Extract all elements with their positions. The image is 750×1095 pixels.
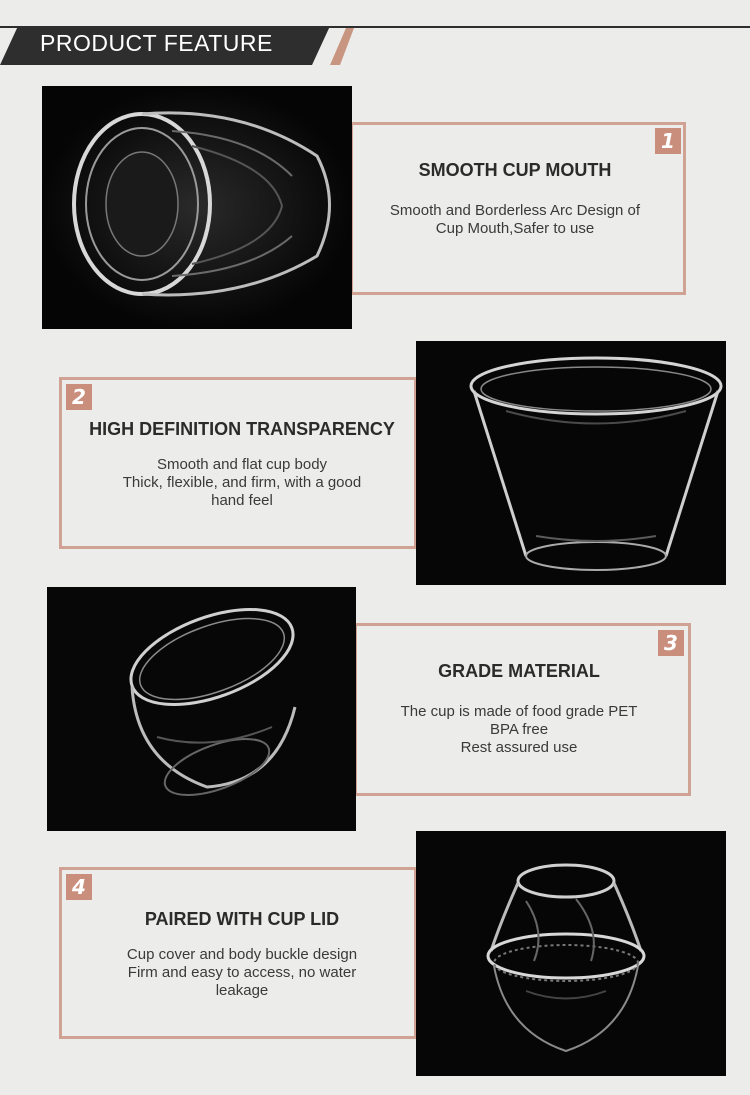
feature-desc-2-line-1: Smooth and flat cup body [156,456,328,473]
feature-title-1: SMOOTH CUP MOUTH [418,160,612,180]
feature-desc-1-line-2: Cup Mouth,Safer to use [435,220,595,237]
feature-desc-4-line-2: Firm and easy to access, no water [127,964,357,981]
feature-title-4: PAIRED WITH CUP LID [144,909,340,929]
feature-desc-3 [364,703,674,757]
feature-desc-4-line-1: Cup cover and body buckle design [126,946,358,963]
feature-title-3: GRADE MATERIAL [438,661,600,681]
feature-desc-2-line-2: Thick, flexible, and firm, with a good [122,474,362,491]
feature-desc-4 [82,946,402,1000]
feature-number-1: 1 [655,128,681,154]
feature-desc-3-line-3: Rest assured use [460,739,578,756]
cup-body-photo [416,341,726,585]
cup-mouth-photo [42,86,352,329]
feature-desc-3-line-1: The cup is made of food grade PET [400,703,638,720]
feature-desc-1-line-1: Smooth and Borderless Arc Design of [389,202,641,219]
feature-desc-2-line-3: hand feel [211,492,273,509]
feature-number-4: 4 [66,874,92,900]
feature-number-3: 3 [658,630,684,656]
page-title: PRODUCT FEATURE [40,30,273,56]
cup-lid-photo [416,831,726,1076]
feature-desc-4-line-3: leakage [215,982,269,999]
feature-number-2: 2 [66,384,92,410]
feature-title-2: HIGH DEFINITION TRANSPARENCY [89,419,395,439]
cup-material-photo [47,587,356,831]
feature-desc-2 [82,456,402,510]
feature-desc-1 [360,202,670,238]
feature-desc-3-line-2: BPA free [489,721,549,738]
header-accent-stripe [330,28,354,65]
